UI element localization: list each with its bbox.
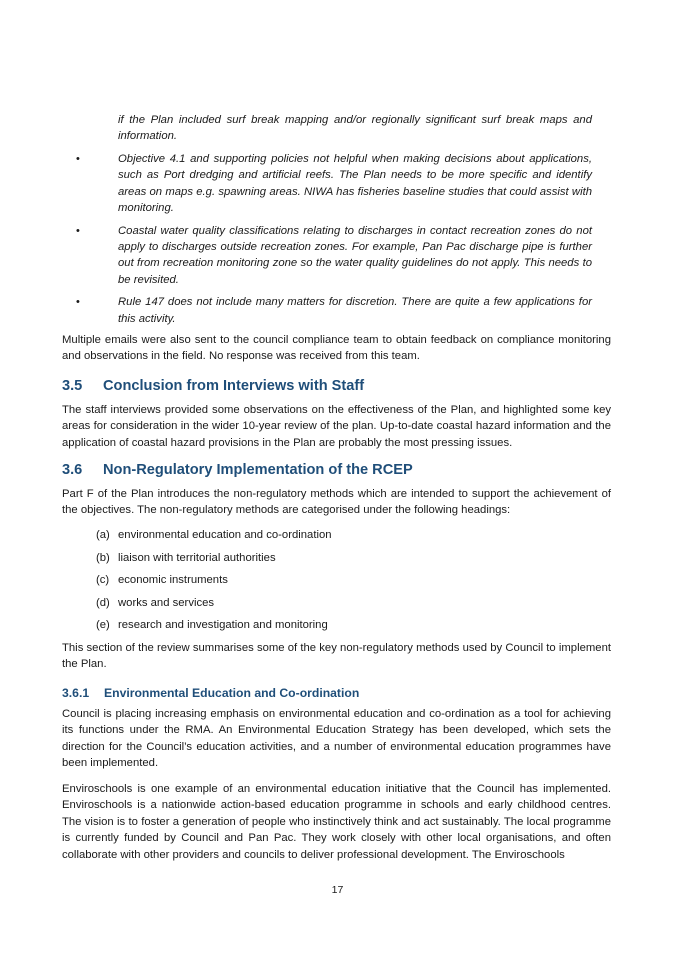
- section-title: Environmental Education and Co-ordination: [104, 686, 360, 700]
- section-number: 3.6.1: [62, 686, 90, 700]
- list-marker: (d): [96, 596, 110, 609]
- bullet-item: [62, 294, 592, 327]
- section-number: 3.5: [62, 378, 83, 394]
- bullet-text: Rule 147 does not include many matters for discretion. There are quite a few applications for this activity.: [118, 296, 592, 325]
- list-text: works and services: [118, 596, 215, 609]
- section-number: 3.6: [62, 462, 83, 478]
- bullet-item: [62, 151, 592, 217]
- page-number: 17: [331, 884, 344, 896]
- bullet-continuation-text: if the Plan included surf break mapping and/or regionally significant surf break maps and information.: [118, 114, 592, 143]
- bullet-item: [62, 223, 592, 289]
- list-marker: (a): [96, 529, 110, 541]
- bullet-text: Coastal water quality classifications relating to discharges in contact recreation zones do not apply to discharges outside recreation zones. For example, Pan Pac discharge pipe is further out from recreation monitoring zone so the water quality guidelines do not apply. This needs to be revisited.: [118, 224, 592, 286]
- bullet-text: Objective 4.1 and supporting policies not helpful when making decisions about applications, such as Port dredging and artificial reefs. The Plan needs to be more specific and identify areas on maps e.g. spawning areas. NIWA has fisheries baseline studies that could assist with monitoring.: [118, 153, 592, 215]
- section-title: Non-Regulatory Implementation of the RCEP: [103, 462, 413, 478]
- paragraph-enviroschools: Enviroschools is one example of an environmental education initiative that the Council has implemented. Enviroschools is a nationwide action-based education programme in schools and early childhood centres. The vision is to foster a generation of people who instinctively think and act sustainably. The local programme is currently funded by Council and Pan Pac. They work closely with other local organisations, and often collaborate with other providers and councils to deliver professional development. The Enviroschools: [62, 783, 611, 861]
- list-marker: (e): [96, 619, 110, 632]
- list-item: [96, 617, 332, 640]
- list-item: [96, 550, 332, 573]
- list-item: [96, 527, 332, 550]
- method-list: [96, 527, 332, 640]
- bullet-icon: •: [76, 224, 80, 237]
- list-text: economic instruments: [118, 574, 228, 587]
- bullet-icon: •: [76, 296, 80, 309]
- list-marker: (b): [96, 551, 110, 564]
- list-item: [96, 595, 332, 618]
- bullet-list: [62, 151, 592, 333]
- section-title: Conclusion from Interviews with Staff: [103, 378, 365, 394]
- paragraph-compliance-emails: Multiple emails were also sent to the council compliance team to obtain feedback on compliance monitoring and observations in the field. No response was received from this team.: [62, 334, 611, 363]
- paragraph-section-summary: This section of the review summarises some of the key non-regulatory methods used by Council to implement the Plan.: [62, 642, 611, 671]
- section-heading-3-5: [62, 378, 364, 394]
- bullet-icon: •: [76, 153, 80, 165]
- list-text: environmental education and co-ordination: [118, 529, 332, 541]
- list-item: [96, 572, 332, 595]
- section-heading-3-6: [62, 462, 413, 478]
- list-text: research and investigation and monitoring: [118, 619, 328, 632]
- list-marker: (c): [96, 574, 110, 587]
- subsection-heading-3-6-1: [62, 686, 359, 700]
- paragraph-conclusion: The staff interviews provided some observations on the effectiveness of the Plan, and highlighted some key areas for consideration in the wider 10-year review of the plan. Up-to-date coastal hazard information and the application of coastal hazard provisions in the Plan are probably the most pressing issues.: [62, 404, 611, 449]
- paragraph-part-f-intro: Part F of the Plan introduces the non-regulatory methods which are intended to support the achievement of the objectives. The non-regulatory methods are categorised under the following headings:: [62, 488, 611, 517]
- list-text: liaison with territorial authorities: [118, 551, 276, 564]
- paragraph-education-emphasis: Council is placing increasing emphasis on environmental education and co-ordination as a tool for achieving its functions under the RMA. An Environmental Education Strategy has been developed, which sets the direction for the Council’s education activities, and a number of environmental education programmes have been implemented.: [62, 708, 611, 770]
